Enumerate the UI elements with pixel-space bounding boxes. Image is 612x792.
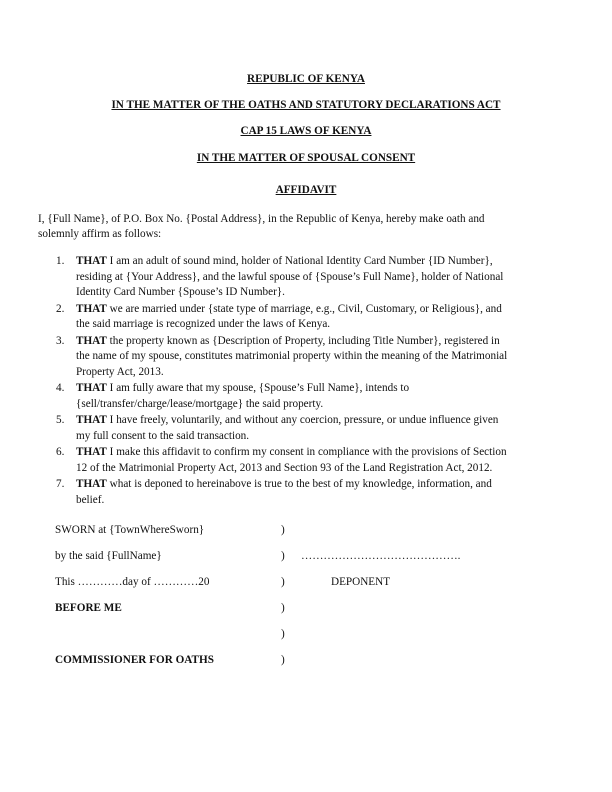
clause-text: belief.	[76, 493, 105, 506]
heading-affidavit: AFFIDAVIT	[275, 184, 337, 196]
sworn-at-row	[55, 522, 535, 538]
clause-text: the said marriage is recognized under the laws of Kenya.	[76, 318, 331, 331]
clause-item	[56, 381, 541, 412]
clause-keyword: THAT	[76, 382, 107, 395]
clause-item	[56, 334, 541, 381]
bracket: )	[281, 524, 285, 536]
blank-row	[55, 626, 535, 642]
by-the-said-row	[55, 548, 535, 564]
clause-text: I am an adult of sound mind, holder of National Identity Card Number {ID Number},	[109, 255, 493, 267]
clause-text: what is deponed to hereinabove is true to the best of my knowledge, information, and	[109, 478, 492, 491]
clause-number: 4.	[56, 382, 65, 395]
clause-number: 3.	[56, 334, 65, 347]
commissioner-row	[55, 652, 535, 668]
clause-item	[56, 477, 541, 508]
by-the-said-text: by the said {FullName}	[55, 550, 162, 562]
clause-number: 2.	[56, 302, 65, 315]
intro-paragraph	[38, 212, 538, 242]
clause-text: the name of my spouse, constitutes matrimonial property within the meaning of the Matrimonial	[76, 350, 508, 363]
this-day-text: This …………day of …………20	[55, 576, 210, 588]
clause-keyword: THAT	[76, 446, 107, 459]
clause-keyword: THAT	[76, 414, 107, 427]
before-me-row	[55, 600, 535, 616]
clause-text: Identity Card Number {Spouse’s ID Number}.	[76, 286, 285, 299]
clause-text: my full consent to the said transaction.	[76, 429, 250, 442]
bracket: )	[281, 550, 285, 562]
clause-number: 5.	[56, 414, 65, 427]
intro-line: I, {Full Name}, of P.O. Box No. {Postal Address}, in the Republic of Kenya, hereby make oath and	[38, 213, 485, 225]
sworn-at-text: SWORN at {TownWhereSworn}	[55, 524, 205, 536]
clause-item	[56, 413, 541, 444]
clause-text: I make this affidavit to confirm my consent in compliance with the provisions of Section	[109, 446, 507, 459]
clause-text: I have freely, voluntarily, and without any coercion, pressure, or undue influence given	[109, 414, 499, 427]
clause-text: Property Act, 2013.	[76, 365, 164, 378]
before-me-text: BEFORE ME	[55, 602, 122, 614]
deponent-signature-line: …………………………………….	[301, 550, 461, 562]
commissioner-text: COMMISSIONER FOR OATHS	[55, 654, 214, 666]
clause-text: {sell/transfer/charge/lease/mortgage} the said property.	[76, 397, 324, 410]
clause-text: the property known as {Description of Property, including Title Number}, registered in	[109, 334, 500, 347]
clause-item	[56, 302, 541, 333]
clause-keyword: THAT	[76, 478, 107, 491]
date-row	[55, 574, 535, 590]
intro-line: solemnly affirm as follows:	[38, 228, 162, 240]
clause-list	[56, 254, 541, 509]
bracket: )	[281, 654, 285, 666]
clause-keyword: THAT	[76, 334, 107, 347]
clause-text: residing at {Your Address}, and the lawful spouse of {Spouse’s Full Name}, holder of National	[76, 270, 504, 283]
bracket: )	[281, 628, 285, 640]
heading-republic: REPUBLIC OF KENYA	[247, 73, 365, 85]
heading-spousal-consent: IN THE MATTER OF SPOUSAL CONSENT	[196, 152, 416, 164]
clause-item	[56, 254, 541, 301]
clause-text: I am fully aware that my spouse, {Spouse’s Full Name}, intends to	[109, 382, 410, 395]
clause-number: 6.	[56, 446, 65, 459]
clause-keyword: THAT	[76, 302, 107, 315]
heading-cap15: CAP 15 LAWS OF KENYA	[240, 125, 372, 137]
heading-oaths-act: IN THE MATTER OF THE OATHS AND STATUTORY DECLARATIONS ACT	[111, 99, 501, 111]
clause-text: we are married under {state type of marriage, e.g., Civil, Customary, or Religious}, and	[109, 302, 502, 315]
deponent-label: DEPONENT	[331, 576, 391, 588]
bracket: )	[281, 576, 285, 588]
clause-text: 12 of the Matrimonial Property Act, 2013 and Section 93 of the Land Registration Act, 2012.	[76, 461, 493, 474]
clause-keyword: THAT	[76, 255, 107, 267]
bracket: )	[281, 602, 285, 614]
clause-item	[56, 445, 541, 476]
clause-number: 1.	[56, 255, 65, 267]
clause-number: 7.	[56, 478, 65, 491]
